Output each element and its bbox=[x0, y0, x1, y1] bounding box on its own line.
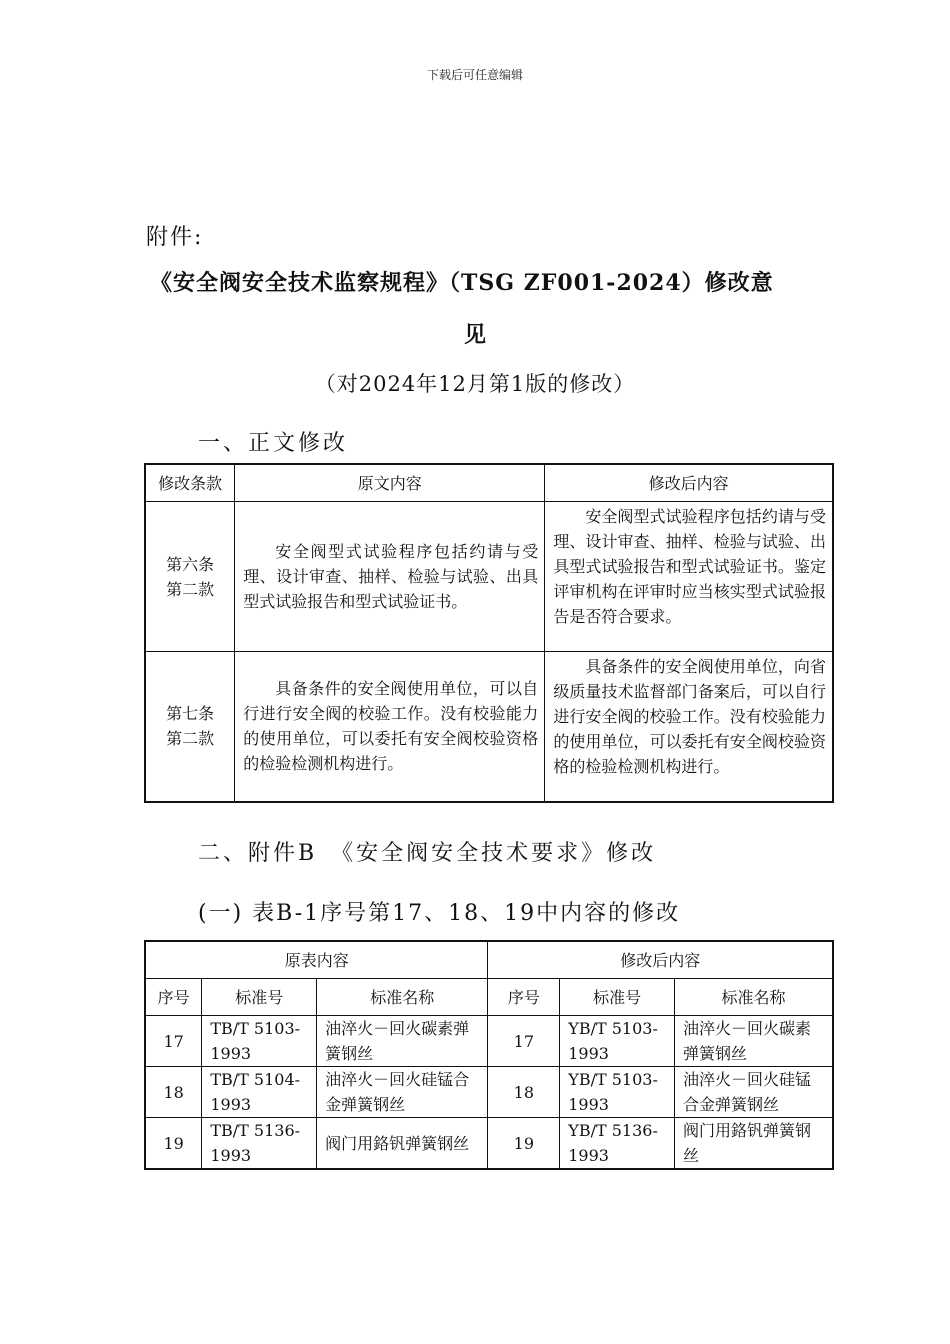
seq-cell: 19 bbox=[488, 1118, 560, 1170]
header-seq: 序号 bbox=[488, 979, 560, 1016]
std-no-cell: YB/T 5103-1993 bbox=[560, 1067, 675, 1118]
header-modified: 修改后内容 bbox=[545, 464, 833, 502]
document-title-line1: 《安全阀安全技术监察规程》（TSG ZF001-2024）修改意 bbox=[150, 270, 774, 296]
table-row bbox=[145, 1067, 833, 1118]
header-clause: 修改条款 bbox=[145, 464, 235, 502]
std-name-cell: 油淬火－回火碳素弹簧钢丝 bbox=[675, 1016, 834, 1067]
modified-text: 具备条件的安全阀使用单位，向省级质量技术监督部门备案后，可以自行进行安全阀的校验工作。没有校验能力的使用单位，可以委托有安全阀校验资格的检验检测机构进行。 bbox=[553, 657, 826, 776]
seq-cell: 17 bbox=[488, 1016, 560, 1067]
clause-article: 第六条 bbox=[166, 554, 215, 574]
original-text: 安全阀型式试验程序包括约请与受理、设计审查、抽样、检验与试验、出具型式试验报告和型式试验证书。 bbox=[243, 542, 539, 611]
header-std-name: 标准名称 bbox=[675, 979, 834, 1016]
std-no-cell: TB/T 5104-1993 bbox=[202, 1067, 317, 1118]
std-name-cell: 阀门用鉻钒弹簧钢丝 bbox=[317, 1118, 488, 1170]
section-heading-2: 二、附件B 《安全阀安全技术要求》修改 bbox=[198, 841, 657, 866]
original-text-cell bbox=[235, 652, 545, 802]
std-name-cell: 油淬火－回火碳素弹簧钢丝 bbox=[317, 1016, 488, 1067]
table-row bbox=[145, 1118, 833, 1170]
clause-paragraph: 第二款 bbox=[166, 579, 215, 599]
header-std-no: 标准号 bbox=[202, 979, 317, 1016]
subsection-heading: (一) 表B-1序号第17、18、19中内容的修改 bbox=[198, 901, 681, 926]
modified-text-cell bbox=[545, 502, 833, 652]
std-no-cell: TB/T 5136-1993 bbox=[202, 1118, 317, 1170]
clause-paragraph: 第二款 bbox=[166, 729, 215, 749]
section-heading-1: 一、正文修改 bbox=[198, 431, 349, 456]
revision-table-main-text bbox=[144, 463, 834, 803]
header-seq: 序号 bbox=[145, 979, 202, 1016]
original-text-cell bbox=[235, 502, 545, 652]
group-header-row bbox=[145, 941, 833, 979]
table-row bbox=[145, 502, 833, 652]
modified-text: 安全阀型式试验程序包括约请与受理、设计审查、抽样、检验与试验、出具型式试验报告和型式试验证书。鉴定评审机构在评审时应当核实型式试验报告是否符合要求。 bbox=[553, 507, 826, 626]
document-subtitle: （对2024年12月第1版的修改） bbox=[314, 372, 636, 396]
table-header-row bbox=[145, 464, 833, 502]
std-name-cell: 油淬火－回火硅锰合金弹簧钢丝 bbox=[317, 1067, 488, 1118]
seq-cell: 17 bbox=[145, 1016, 202, 1067]
seq-cell: 18 bbox=[145, 1067, 202, 1118]
table-row bbox=[145, 652, 833, 802]
std-name-cell: 油淬火－回火硅锰合金弹簧钢丝 bbox=[675, 1067, 834, 1118]
attachment-label: 附件: bbox=[146, 225, 204, 250]
document-title-line2: 见 bbox=[463, 322, 486, 348]
header-std-no: 标准号 bbox=[560, 979, 675, 1016]
modified-text-cell bbox=[545, 652, 833, 802]
table-row bbox=[145, 1016, 833, 1067]
std-no-cell: YB/T 5103-1993 bbox=[560, 1016, 675, 1067]
std-no-cell: TB/T 5103-1993 bbox=[202, 1016, 317, 1067]
group-header-original: 原表内容 bbox=[145, 941, 488, 979]
clause-cell bbox=[145, 652, 235, 802]
original-text: 具备条件的安全阀使用单位，可以自行进行安全阀的校验工作。没有校验能力的使用单位，可以委托有安全阀校验资格的检验检测机构进行。 bbox=[243, 679, 539, 774]
page-header-note: 下载后可任意编辑 bbox=[426, 68, 523, 82]
seq-cell: 18 bbox=[488, 1067, 560, 1118]
std-name-cell: 阀门用鉻钒弹簧钢丝 bbox=[675, 1118, 834, 1170]
header-original: 原文内容 bbox=[235, 464, 545, 502]
header-std-name: 标准名称 bbox=[317, 979, 488, 1016]
seq-cell: 19 bbox=[145, 1118, 202, 1170]
group-header-modified: 修改后内容 bbox=[488, 941, 833, 979]
clause-article: 第七条 bbox=[166, 704, 215, 724]
clause-cell bbox=[145, 502, 235, 652]
std-no-cell: YB/T 5136-1993 bbox=[560, 1118, 675, 1170]
column-header-row bbox=[145, 979, 833, 1016]
standards-revision-table bbox=[144, 940, 834, 1170]
